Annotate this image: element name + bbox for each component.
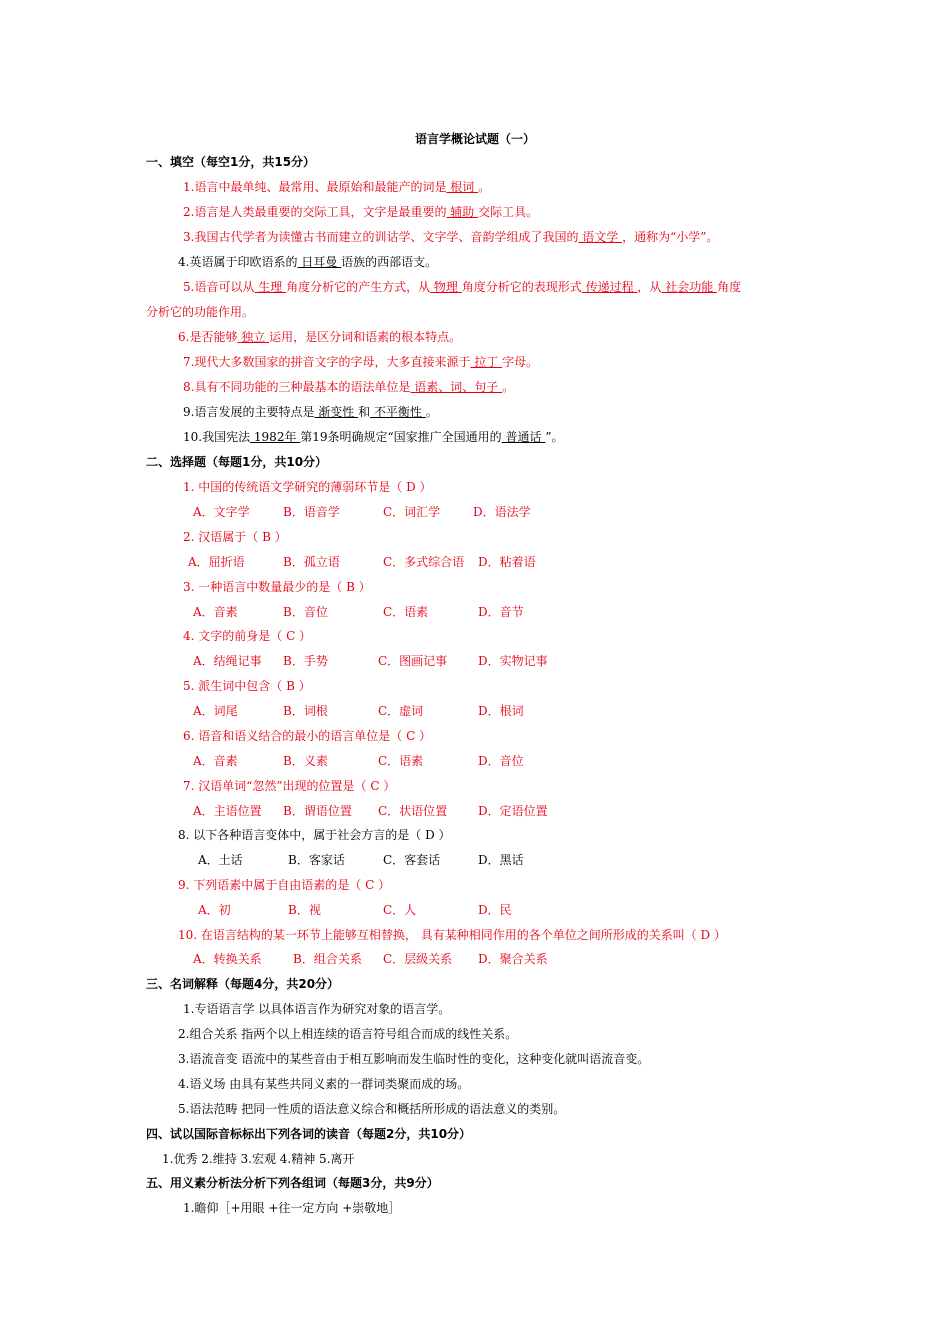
choice-1-option-a: A．文字学 <box>193 505 250 519</box>
fill-question-5: 5.语音可以从 生理 角度分析它的产生方式，从 物理 角度分析它的表现形式 传递过程 ，从 社会功能 角度 <box>183 280 742 294</box>
section-3-heading: 三、名词解释（每题4分，共20分） <box>146 977 340 991</box>
choice-question-5: 5. 派生词中包含（ B ） <box>183 679 311 693</box>
choice-question-3: 3. 一种语言中数量最少的是（ B ） <box>183 580 371 594</box>
seme-analysis-1: 1.瞻仰［+用眼 +往一定方向 +崇敬地］ <box>183 1201 401 1215</box>
choice-10-option-d: D．聚合关系 <box>478 952 548 966</box>
choice-10-option-c: C．层级关系 <box>383 952 453 966</box>
choice-1-option-c: C．词汇学 <box>383 505 441 519</box>
choice-8-option-a: A．土话 <box>198 853 243 867</box>
section-4-heading: 四、试以国际音标标出下列各词的读音（每题2分，共10分） <box>146 1127 472 1141</box>
term-definition-5: 5.语法范畴 把同一性质的语法意义综合和概括所形成的语法意义的类别。 <box>178 1102 566 1116</box>
choice-question-8: 8. 以下各种语言变体中，属于社会方言的是（ D ） <box>178 828 451 842</box>
fill-question-10: 10.我国宪法 1982年 第19条明确规定“国家推广全国通用的 普通话 ”。 <box>183 430 564 444</box>
choice-5-option-d: D．根词 <box>478 704 524 718</box>
choice-question-1: 1. 中国的传统语文学研究的薄弱环节是（ D ） <box>183 480 432 494</box>
fill-question-1: 1.语言中最单纯、最常用、最原始和最能产的词是 根词 。 <box>183 180 491 194</box>
page-title: 语言学概论试题（一） <box>414 132 535 146</box>
fill-question-2: 2.语言是人类最重要的交际工具，文字是最重要的 辅助 交际工具。 <box>183 205 539 219</box>
choice-7-option-b: B．谓语位置 <box>283 804 352 818</box>
choice-4-option-d: D．实物记事 <box>478 654 548 668</box>
choice-question-2: 2. 汉语属于（ B ） <box>183 530 287 544</box>
fill-question-8: 8.具有不同功能的三种最基本的语法单位是 语素、词、句子 。 <box>183 380 515 394</box>
choice-9-option-a: A．初 <box>198 903 231 917</box>
choice-2-option-c: C．多式综合语 <box>383 555 465 569</box>
choice-1-option-b: B．语音学 <box>283 505 340 519</box>
fill-question-3: 3.我国古代学者为读懂古书而建立的训诂学、文字学、音韵学组成了我国的 语文学 ，通称为“小学”。 <box>183 230 719 244</box>
section-5-heading: 五、用义素分析法分析下列各组词（每题3分，共9分） <box>146 1176 439 1190</box>
choice-8-option-b: B．客家话 <box>288 853 345 867</box>
choice-question-7: 7. 汉语单词“忽然”出现的位置是（ C ） <box>183 779 396 793</box>
choice-3-option-d: D．音节 <box>478 605 524 619</box>
choice-8-option-c: C．客套话 <box>383 853 441 867</box>
choice-10-option-b: B．组合关系 <box>293 952 362 966</box>
choice-2-option-b: B．孤立语 <box>283 555 340 569</box>
term-definition-1: 1.专语语言学 以具体语言作为研究对象的语言学。 <box>183 1002 451 1016</box>
choice-5-option-b: B．词根 <box>283 704 328 718</box>
choice-question-6: 6. 语音和语义结合的最小的语言单位是（ C ） <box>183 729 432 743</box>
choice-7-option-a: A．主语位置 <box>193 804 262 818</box>
fill-question-7: 7.现代大多数国家的拼音文字的字母，大多直接来源于 拉丁 字母。 <box>183 355 539 369</box>
term-definition-4: 4.语义场 由具有某些共同义素的一群词类聚而成的场。 <box>178 1077 470 1091</box>
choice-6-option-a: A．音素 <box>193 754 238 768</box>
choice-3-option-c: C．语素 <box>383 605 429 619</box>
choice-5-option-c: C．虚词 <box>378 704 424 718</box>
choice-10-option-a: A．转换关系 <box>193 952 262 966</box>
choice-6-option-b: B．义素 <box>283 754 328 768</box>
choice-4-option-a: A．结绳记事 <box>193 654 262 668</box>
section-1-heading: 一、填空（每空1分，共15分） <box>146 155 316 169</box>
fill-question-9: 9.语言发展的主要特点是 渐变性 和 不平衡性 。 <box>183 405 438 419</box>
choice-4-option-b: B．手势 <box>283 654 328 668</box>
term-definition-2: 2.组合关系 指两个以上相连续的语言符号组合而成的线性关系。 <box>178 1027 518 1041</box>
fill-question-5-continued: 分析它的功能作用。 <box>146 305 255 319</box>
fill-question-4: 4.英语属于印欧语系的 日耳曼 语族的西部语支。 <box>178 255 438 269</box>
choice-1-option-d: D．语法学 <box>473 505 531 519</box>
choice-9-option-b: B．视 <box>288 903 321 917</box>
choice-5-option-a: A．词尾 <box>193 704 238 718</box>
choice-2-option-d: D．粘着语 <box>478 555 536 569</box>
term-definition-3: 3.语流音变 语流中的某些音由于相互影响而发生临时性的变化，这种变化就叫语流音变。 <box>178 1052 650 1066</box>
choice-2-option-a: A．屈折语 <box>188 555 245 569</box>
ipa-word-list: 1.优秀 2.维持 3.宏观 4.精神 5.离开 <box>162 1152 355 1166</box>
choice-question-10: 10. 在语言结构的某一环节上能够互相替换， 具有某种相同作用的各个单位之间所形成的关系叫（ D ） <box>178 928 726 942</box>
choice-question-9: 9. 下列语素中属于自由语素的是（ C ） <box>178 878 391 892</box>
choice-3-option-a: A．音素 <box>193 605 238 619</box>
choice-6-option-c: C．语素 <box>378 754 424 768</box>
choice-question-4: 4. 文字的前身是（ C ） <box>183 629 312 643</box>
choice-3-option-b: B．音位 <box>283 605 328 619</box>
choice-7-option-c: C．状语位置 <box>378 804 448 818</box>
choice-9-option-c: C．人 <box>383 903 417 917</box>
fill-question-6: 6.是否能够 独立 运用，是区分词和语素的根本特点。 <box>178 330 462 344</box>
choice-6-option-d: D．音位 <box>478 754 524 768</box>
choice-7-option-d: D．定语位置 <box>478 804 548 818</box>
choice-8-option-d: D．黑话 <box>478 853 524 867</box>
choice-4-option-c: C．图画记事 <box>378 654 448 668</box>
choice-9-option-d: D．民 <box>478 903 512 917</box>
section-2-heading: 二、选择题（每题1分，共10分） <box>146 455 328 469</box>
